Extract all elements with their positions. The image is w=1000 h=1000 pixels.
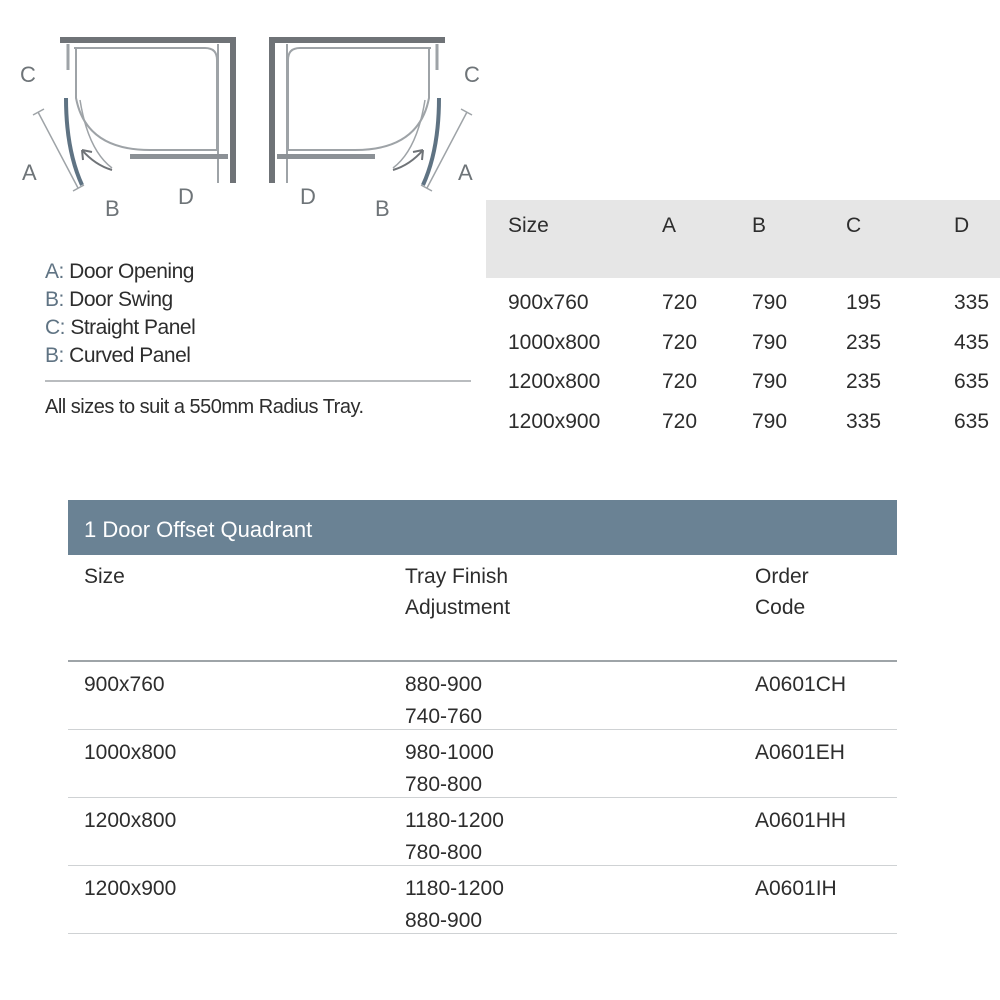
dim-cell-c: 235 [846,370,882,393]
dim-cell-c: 335 [846,409,882,433]
order-cell-adj-2: 780-800 [405,773,483,796]
order-cell-adj-2: 880-900 [405,909,483,932]
left-label-d: D [178,184,194,209]
dim-cell-b: 790 [752,409,788,433]
dim-header-d: D [954,214,970,237]
order-table-title: 1 Door Offset Quadrant [68,500,897,555]
order-header-tray-line2: Adjustment [405,596,511,619]
table-row [68,730,897,798]
diagram-svg [0,0,500,240]
legend-key: A: [45,260,64,283]
legend-key: C: [45,316,65,339]
table-row [68,866,897,934]
left-label-b: B [105,196,120,221]
legend-item [45,286,475,314]
dim-cell-a: 720 [662,291,698,314]
shower-layout-diagram [0,0,500,240]
legend-key: B: [45,288,64,311]
table-row [486,286,1000,326]
dim-cell-c: 195 [846,291,882,314]
order-cell-code: A0601HH [755,809,847,832]
dim-cell-c: 235 [846,330,882,354]
order-cell-adjustment [405,873,504,937]
dimensions-header-row [486,200,1000,278]
legend-key: B: [45,344,64,367]
legend-item [45,258,475,286]
order-header-tray-line1: Tray Finish [405,565,509,588]
dim-header-a: A [662,214,677,237]
legend-text: Straight Panel [65,316,196,339]
order-cell-adj-2: 740-760 [405,705,483,728]
dim-cell-b: 790 [752,370,788,393]
order-cell-code: A0601CH [755,673,847,696]
dim-cell-size: 1200x800 [508,370,601,393]
dim-cell-a: 720 [662,370,698,393]
left-label-a: A [22,160,37,185]
order-header-tray [405,561,605,623]
dim-header-c: C [846,214,862,237]
order-cell-adj-1: 980-1000 [405,741,494,764]
table-row [68,662,897,730]
right-label-c: C [464,62,480,87]
order-cell-adjustment [405,805,504,869]
order-header-row [68,555,897,662]
legend-text: Door Swing [63,288,173,311]
order-cell-size: 1200x900 [84,877,177,900]
dim-cell-d: 435 [954,330,990,354]
dim-cell-size: 1200x900 [508,409,601,433]
order-cell-code: A0601EH [755,741,845,764]
order-cell-size: 1200x800 [84,809,177,832]
dim-cell-size: 1000x800 [508,330,601,354]
tray-note: All sizes to suit a 550mm Radius Tray. [45,396,364,418]
order-header-size: Size [84,565,125,588]
legend-divider [45,380,471,382]
right-label-a: A [458,160,473,185]
left-enclosure [20,40,233,221]
order-cell-adj-1: 1180-1200 [405,877,504,900]
right-label-b: B [375,196,390,221]
order-cell-size: 1000x800 [84,741,177,764]
order-cell-adjustment [405,669,482,733]
table-row [486,326,1000,366]
dim-cell-a: 720 [662,409,698,433]
table-row [486,365,1000,405]
dim-cell-d: 635 [954,370,990,393]
order-table [68,500,897,934]
order-header-code-line1: Order [755,565,809,588]
dim-header-size: Size [508,214,549,237]
table-row [486,405,1000,445]
dim-cell-size: 900x760 [508,291,589,314]
order-header-code [755,561,955,623]
table-row [68,798,897,866]
dim-cell-d: 635 [954,409,990,433]
order-cell-adj-1: 880-900 [405,673,483,696]
order-header-code-line2: Code [755,596,806,619]
left-label-c: C [20,62,36,87]
order-cell-adj-2: 780-800 [405,841,483,864]
legend-text: Door Opening [63,260,194,283]
order-cell-code: A0601IH [755,877,837,900]
dim-cell-d: 335 [954,291,990,314]
legend-item [45,342,475,370]
legend-text: Curved Panel [63,344,191,367]
order-cell-adj-1: 1180-1200 [405,809,504,832]
order-cell-size: 900x760 [84,673,165,696]
right-enclosure [272,40,480,221]
right-label-d: D [300,184,316,209]
dimensions-table [486,200,1000,444]
dim-cell-a: 720 [662,330,698,354]
order-cell-adjustment [405,737,494,801]
legend-item [45,314,475,342]
dim-cell-b: 790 [752,330,788,354]
diagram-legend [45,258,475,370]
dim-header-b: B [752,214,767,237]
dim-cell-b: 790 [752,291,788,314]
